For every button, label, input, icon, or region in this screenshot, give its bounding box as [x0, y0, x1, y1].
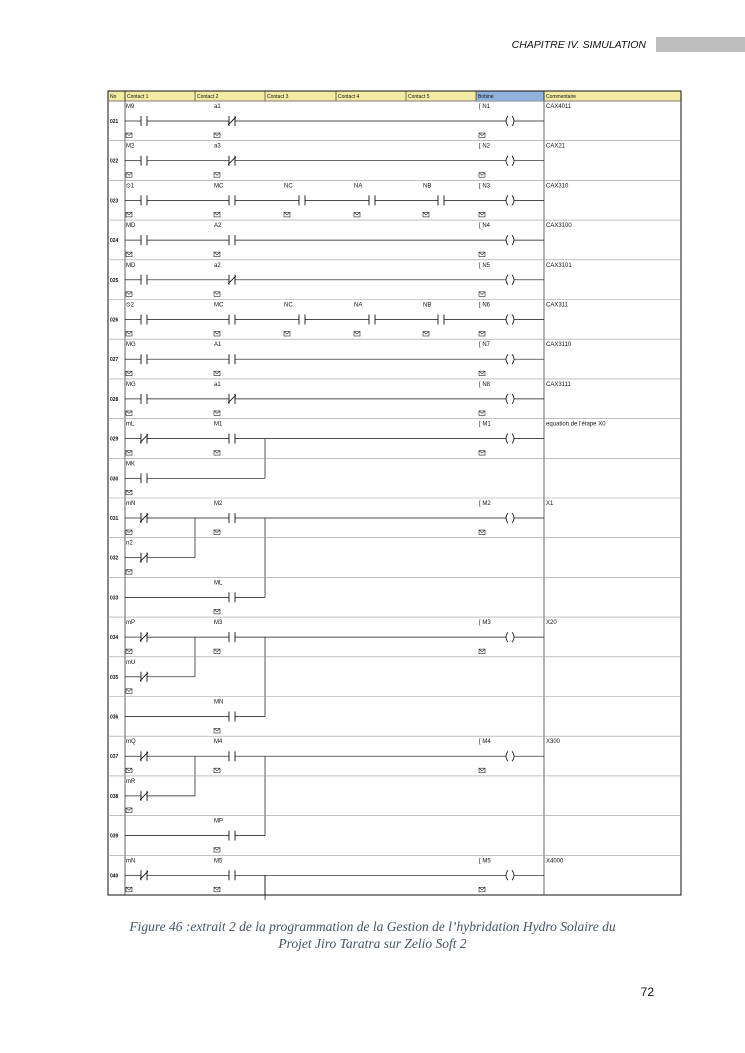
coil-icon	[506, 751, 508, 761]
contact-label: MD	[126, 223, 136, 230]
coil-label: [ N2	[479, 143, 491, 150]
row-number: 022	[110, 158, 119, 165]
contact-label: mN	[126, 501, 136, 507]
row-number: 023	[110, 198, 119, 205]
contact-label: NC	[284, 183, 293, 190]
row-number: 036	[110, 714, 119, 721]
row-number: 039	[110, 833, 119, 840]
coil-icon	[506, 156, 508, 166]
coil-label: [ N6	[479, 302, 491, 309]
table-row	[108, 657, 681, 694]
comment-text: X1	[546, 501, 554, 507]
comment-text: X4000	[546, 858, 564, 865]
table-row	[108, 538, 681, 575]
coil-label: [ N5	[479, 262, 491, 269]
row-number: 032	[110, 555, 119, 562]
chapter-title: CHAPITRE IV. SIMULATION	[511, 39, 646, 51]
coil-label: [ N8	[479, 381, 491, 388]
caption-line-1: Figure 46 :extrait 2 de la programmation de la Gestion de l’hybridation Hydro Solaire du	[129, 919, 616, 934]
contact-label: mU	[126, 659, 136, 666]
coil-label: [ M4	[479, 739, 491, 746]
row-number: 025	[110, 277, 119, 284]
comment-text: CAX311	[546, 302, 568, 309]
comment-text: CAX3100	[546, 223, 572, 230]
table-row	[108, 855, 681, 900]
coil-label: [ N7	[479, 342, 491, 349]
contact-label: MP	[214, 818, 223, 825]
table-row	[108, 419, 681, 479]
contact-label: a1	[214, 381, 221, 388]
contact-label: a2	[214, 262, 221, 269]
coil-icon	[506, 116, 508, 126]
table-row	[108, 617, 681, 716]
contact-label: M5	[214, 858, 223, 865]
contact-label: M1	[214, 421, 223, 428]
coil-label: [ M2	[479, 501, 491, 507]
coil-icon	[506, 275, 508, 285]
contact-label: M2	[214, 501, 223, 507]
row-number: 029	[110, 436, 119, 443]
table-row	[108, 458, 681, 495]
contact-label: n2	[126, 540, 133, 547]
comment-text: X300	[546, 739, 561, 746]
coil-icon	[506, 870, 508, 880]
table-row	[108, 260, 681, 297]
coil-icon	[506, 632, 508, 642]
row-number: 021	[110, 119, 119, 125]
contact-label: MG	[126, 342, 136, 349]
row-number: 027	[110, 357, 119, 364]
row-number: 028	[110, 396, 119, 403]
comment-text: CAX21	[546, 143, 566, 150]
comment-text: CAX3101	[546, 262, 572, 269]
table-row	[108, 180, 681, 217]
row-number: 040	[110, 873, 119, 880]
coil-icon	[506, 195, 508, 205]
contact-label: MK	[126, 461, 135, 468]
coil-label: [ N4	[479, 223, 491, 230]
contact-label: ⏲1	[126, 183, 135, 190]
table-header	[108, 91, 681, 101]
coil-label: [ M5	[479, 858, 491, 865]
row-number: 026	[110, 317, 119, 324]
row-number: 033	[110, 595, 119, 602]
header-bobine: Bobine	[478, 94, 494, 100]
coil-icon	[506, 235, 508, 245]
table-row	[108, 697, 681, 734]
contact-label: MD	[126, 262, 136, 269]
table-row	[108, 339, 681, 376]
table-row	[108, 101, 681, 138]
page-number: 72	[640, 985, 654, 999]
contact-label: MC	[214, 183, 224, 190]
contact-label: a3	[214, 143, 221, 150]
caption-line-2: Projet Jiro Taratra sur Zelio Soft 2	[278, 936, 467, 951]
table-row	[108, 220, 681, 257]
table-row	[108, 577, 681, 614]
contact-label: mN	[126, 858, 136, 865]
coil-icon	[506, 315, 508, 325]
contact-label: a1	[214, 104, 221, 110]
header-contact-1: Contact 1	[127, 94, 149, 100]
contact-label: mR	[126, 778, 136, 785]
contact-label: M9	[126, 104, 135, 110]
contact-label: M3	[214, 620, 223, 627]
header-contact-5: Contact 5	[408, 94, 430, 100]
contact-label: NC	[284, 302, 293, 309]
contact-label: M4	[214, 739, 223, 746]
table-row	[108, 736, 681, 835]
comment-text: CAX3110	[546, 342, 572, 349]
contact-label: NA	[354, 183, 363, 190]
row-number: 034	[110, 635, 119, 642]
contact-label: MC	[214, 302, 224, 309]
comment-text: CAX3111	[546, 381, 571, 388]
table-row	[108, 300, 681, 337]
comment-text: X20	[546, 620, 557, 627]
comment-text: equation de l'étape X0	[546, 421, 606, 428]
contact-label: MN	[214, 699, 224, 706]
row-number: 024	[110, 238, 119, 245]
coil-label: [ M1	[479, 421, 491, 428]
table-row	[108, 498, 681, 597]
contact-label: MG	[126, 381, 136, 388]
contact-label: NB	[423, 302, 432, 309]
header-commentaire: Commentaire	[546, 94, 577, 100]
row-number: 030	[110, 476, 119, 483]
table-row	[108, 141, 681, 178]
coil-icon	[506, 434, 508, 444]
header-contact-3: Contact 3	[267, 94, 289, 100]
contact-label: ⏲2	[126, 302, 135, 309]
coil-icon	[506, 394, 508, 404]
contact-label: A1	[214, 342, 222, 349]
table-row	[108, 816, 681, 853]
coil-label: [ N1	[479, 104, 491, 110]
table-border	[108, 91, 681, 895]
header-no: No	[110, 94, 117, 100]
row-number: 035	[110, 674, 119, 681]
comment-text: CAX310	[546, 183, 569, 190]
contact-label: NA	[354, 302, 363, 309]
contact-label: mP	[126, 620, 135, 627]
contact-label: mL	[126, 421, 135, 428]
table-row	[108, 776, 681, 813]
comment-text: CAX4011	[546, 104, 572, 110]
row-number: 037	[110, 754, 119, 761]
figure-caption	[90, 918, 655, 952]
contact-label: A2	[214, 223, 222, 230]
header-contact-4: Contact 4	[338, 94, 360, 100]
coil-icon	[506, 513, 508, 523]
row-number: 031	[110, 516, 119, 522]
table-row	[108, 379, 681, 416]
coil-label: [ M3	[479, 620, 491, 627]
row-number: 038	[110, 793, 119, 800]
coil-icon	[506, 354, 508, 364]
contact-label: mQ	[126, 739, 136, 746]
contact-label: ML	[214, 580, 223, 587]
contact-label: M2	[126, 143, 135, 150]
coil-label: [ N3	[479, 183, 491, 190]
header-contact-2: Contact 2	[197, 94, 219, 100]
contact-label: NB	[423, 183, 432, 190]
